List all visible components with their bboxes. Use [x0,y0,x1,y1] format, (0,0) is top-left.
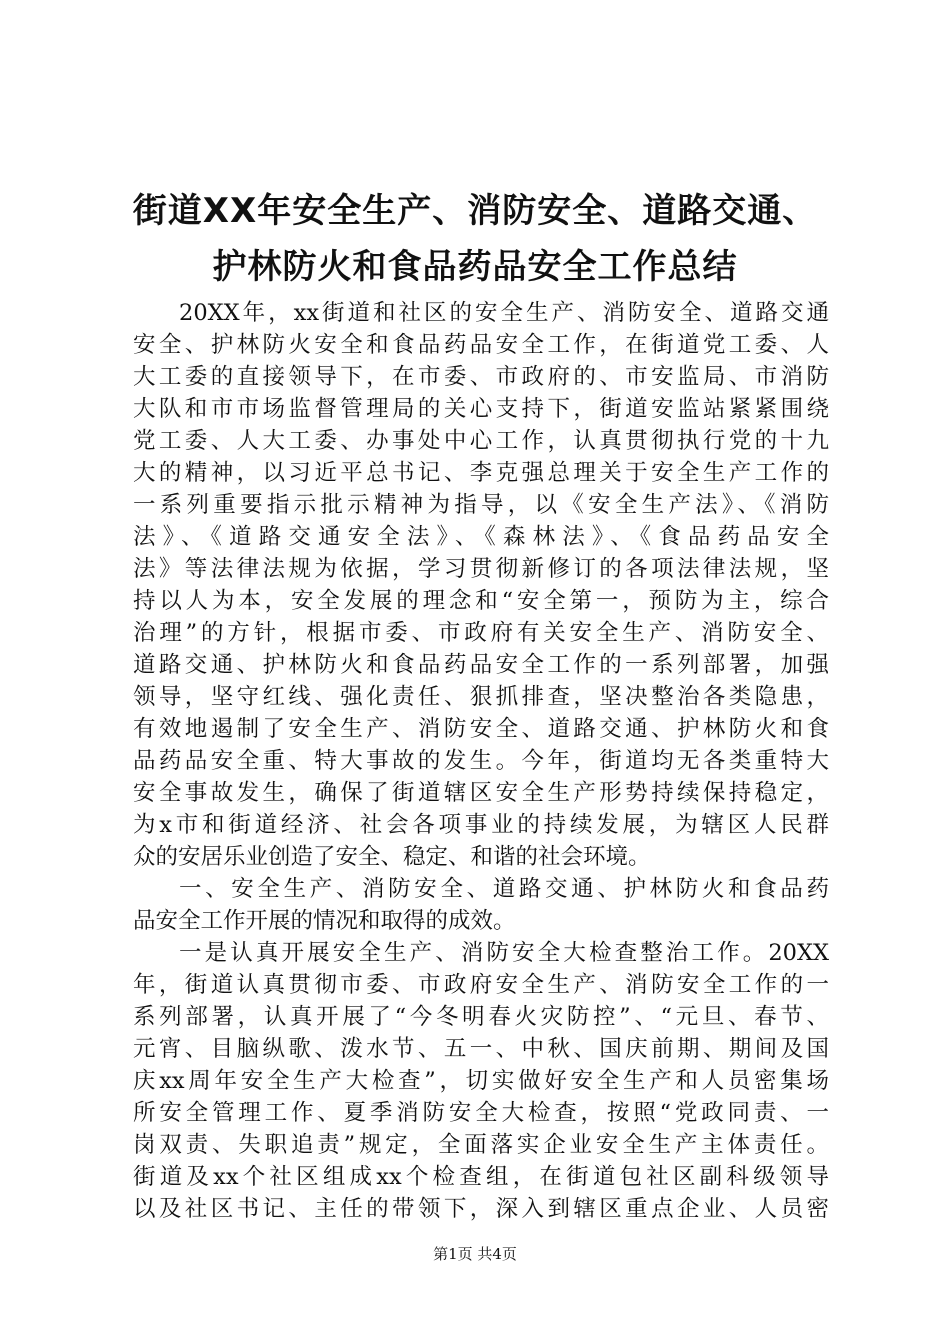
body-line: 一、安全生产、消防安全、道路交通、护林防火和食品药 [179,876,829,902]
body-line: 街道及xx个社区组成xx个检查组，在街道包社区副科级领导 [133,1164,829,1190]
body-line: 为x市和街道经济、社会各项事业的持续发展，为辖区人民群 [133,812,829,838]
body-line: 元宵、目脑纵歌、泼水节、五一、中秋、国庆前期、期间及国 [133,1036,829,1062]
body-line: 一系列重要指示批示精神为指导，以《安全生产法》、《消防 [133,492,829,518]
body-line: 有效地遏制了安全生产、消防安全、道路交通、护林防火和食 [133,716,829,742]
body-line: 大工委的直接领导下，在市委、市政府的、市安监局、市消防 [133,364,829,390]
body-line: 以及社区书记、主任的带领下，深入到辖区重点企业、人员密 [133,1196,829,1222]
body-line: 品药品安全重、特大事故的发生。今年，街道均无各类重特大 [133,748,829,774]
body-line: 岗双责、失职追责”规定，全面落实企业安全生产主体责任。 [133,1132,829,1158]
body-line: 大队和市市场监督管理局的关心支持下，街道安监站紧紧围绕 [133,396,829,422]
page-number-footer: 第1页 共4页 [433,1245,517,1263]
body-line: 众的安居乐业创造了安全、稳定、和谐的社会环境。 [133,844,651,870]
body-line: 年，街道认真贯彻市委、市政府安全生产、消防安全工作的一 [133,972,829,998]
body-line: 安全、护林防火安全和食品药品安全工作，在街道党工委、人 [133,332,829,358]
body-line: 20XX年，xx街道和社区的安全生产、消防安全、道路交通 [179,300,829,326]
document-title-line-1: 街道XX年安全生产、消防安全、道路交通、 [132,191,818,231]
body-line: 品安全工作开展的情况和取得的成效。 [133,908,516,934]
body-line: 系列部署，认真开展了“今冬明春火灾防控”、“元旦、春节、 [133,1004,829,1030]
body-line: 庆xx周年安全生产大检查”，切实做好安全生产和人员密集场 [133,1068,829,1094]
body-line: 所安全管理工作、夏季消防安全大检查，按照“党政同责、一 [133,1100,829,1126]
body-line: 道路交通、护林防火和食品药品安全工作的一系列部署，加强 [133,652,829,678]
body-line: 党工委、人大工委、办事处中心工作，认真贯彻执行党的十九 [133,428,829,454]
body-line: 法》等法律法规为依据，学习贯彻新修订的各项法律法规，坚 [133,556,829,582]
body-line: 持以人为本，安全发展的理念和“安全第一，预防为主，综合 [133,588,829,614]
body-line: 安全事故发生，确保了街道辖区安全生产形势持续保持稳定， [133,780,829,806]
body-line: 领导，坚守红线、强化责任、狠抓排查，坚决整治各类隐患， [133,684,829,710]
body-line: 治理”的方针，根据市委、市政府有关安全生产、消防安全、 [133,620,829,646]
document-body [133,297,829,1225]
body-line: 一是认真开展安全生产、消防安全大检查整治工作。20XX [179,940,829,966]
document-title-line-2: 护林防火和食品药品安全工作总结 [212,247,738,287]
body-line: 大的精神，以习近平总书记、李克强总理关于安全生产工作的 [133,460,829,486]
body-line: 法》、《道路交通安全法》、《森林法》、《食品药品安全 [133,524,829,550]
